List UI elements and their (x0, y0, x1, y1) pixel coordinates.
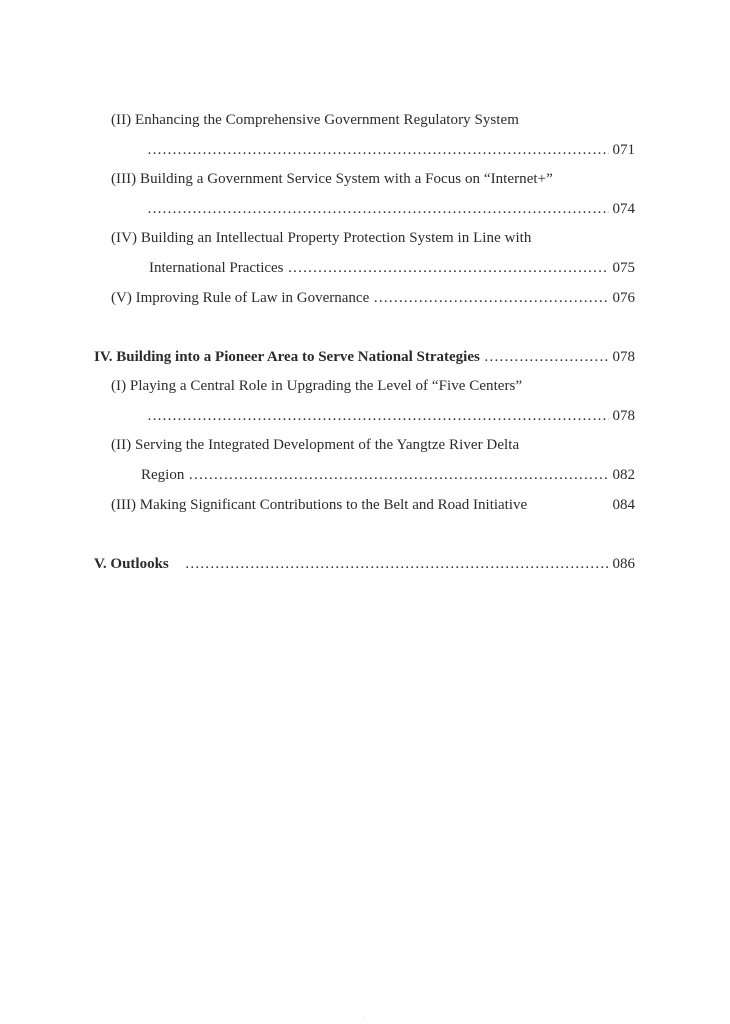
dot-leader (188, 466, 608, 484)
dot-leader (373, 289, 608, 307)
toc-entry-rule-of-law-row (111, 289, 635, 307)
page-number: 078 (612, 408, 635, 424)
dot-leader (484, 348, 609, 366)
page-number: 086 (612, 556, 635, 572)
page-number: 076 (612, 290, 635, 306)
toc-entry-five-centers-leader (143, 407, 635, 425)
toc-entry-ip-protection-label: (IV) Building an Intellectual Property Protection System in Line with (111, 230, 532, 246)
page-number: 078 (612, 349, 635, 365)
dot-leader (147, 200, 609, 218)
page-number: 082 (612, 467, 635, 483)
toc-entry-yangtze-delta-row (141, 466, 635, 484)
dot-leader (147, 407, 609, 425)
toc-chapter-v-label: V. Outlooks (94, 556, 169, 572)
toc-entry-belt-road-label: (III) Making Significant Contributions to the Belt and Road Initiative (111, 497, 528, 513)
page-number: 074 (612, 201, 635, 217)
dot-leader (288, 259, 609, 277)
dot-leader (185, 555, 609, 573)
footer-mark: · (363, 1014, 365, 1020)
toc-entry-five-centers-label: (I) Playing a Central Role in Upgrading the Level of “Five Centers” (111, 378, 523, 394)
page-number: 084 (612, 497, 635, 513)
toc-entry-belt-road-row (111, 496, 635, 514)
toc-entry-yangtze-delta-label: (II) Serving the Integrated Development of the Yangtze River Delta (111, 437, 520, 453)
toc-entry-service-system-leader (143, 200, 635, 218)
toc-entry-ip-protection-row (149, 259, 635, 277)
toc-entry-regulatory-system-leader (143, 141, 635, 159)
toc-entry-ip-protection-label-cont: International Practices (149, 260, 284, 276)
toc-entry-regulatory-system-label: (II) Enhancing the Comprehensive Government Regulatory System (111, 112, 519, 128)
toc-entry-yangtze-delta-label-cont: Region (141, 467, 185, 483)
page-number: 075 (612, 260, 635, 276)
page-number: 071 (612, 142, 635, 158)
toc-entry-rule-of-law-label: (V) Improving Rule of Law in Governance (111, 290, 370, 306)
toc-chapter-v-row (94, 555, 635, 573)
toc-entry-service-system-label: (III) Building a Government Service System with a Focus on “Internet+” (111, 171, 553, 187)
toc-chapter-iv-label: IV. Building into a Pioneer Area to Serve National Strategies (94, 349, 480, 365)
toc-chapter-iv-row (94, 348, 635, 366)
dot-leader (147, 141, 609, 159)
